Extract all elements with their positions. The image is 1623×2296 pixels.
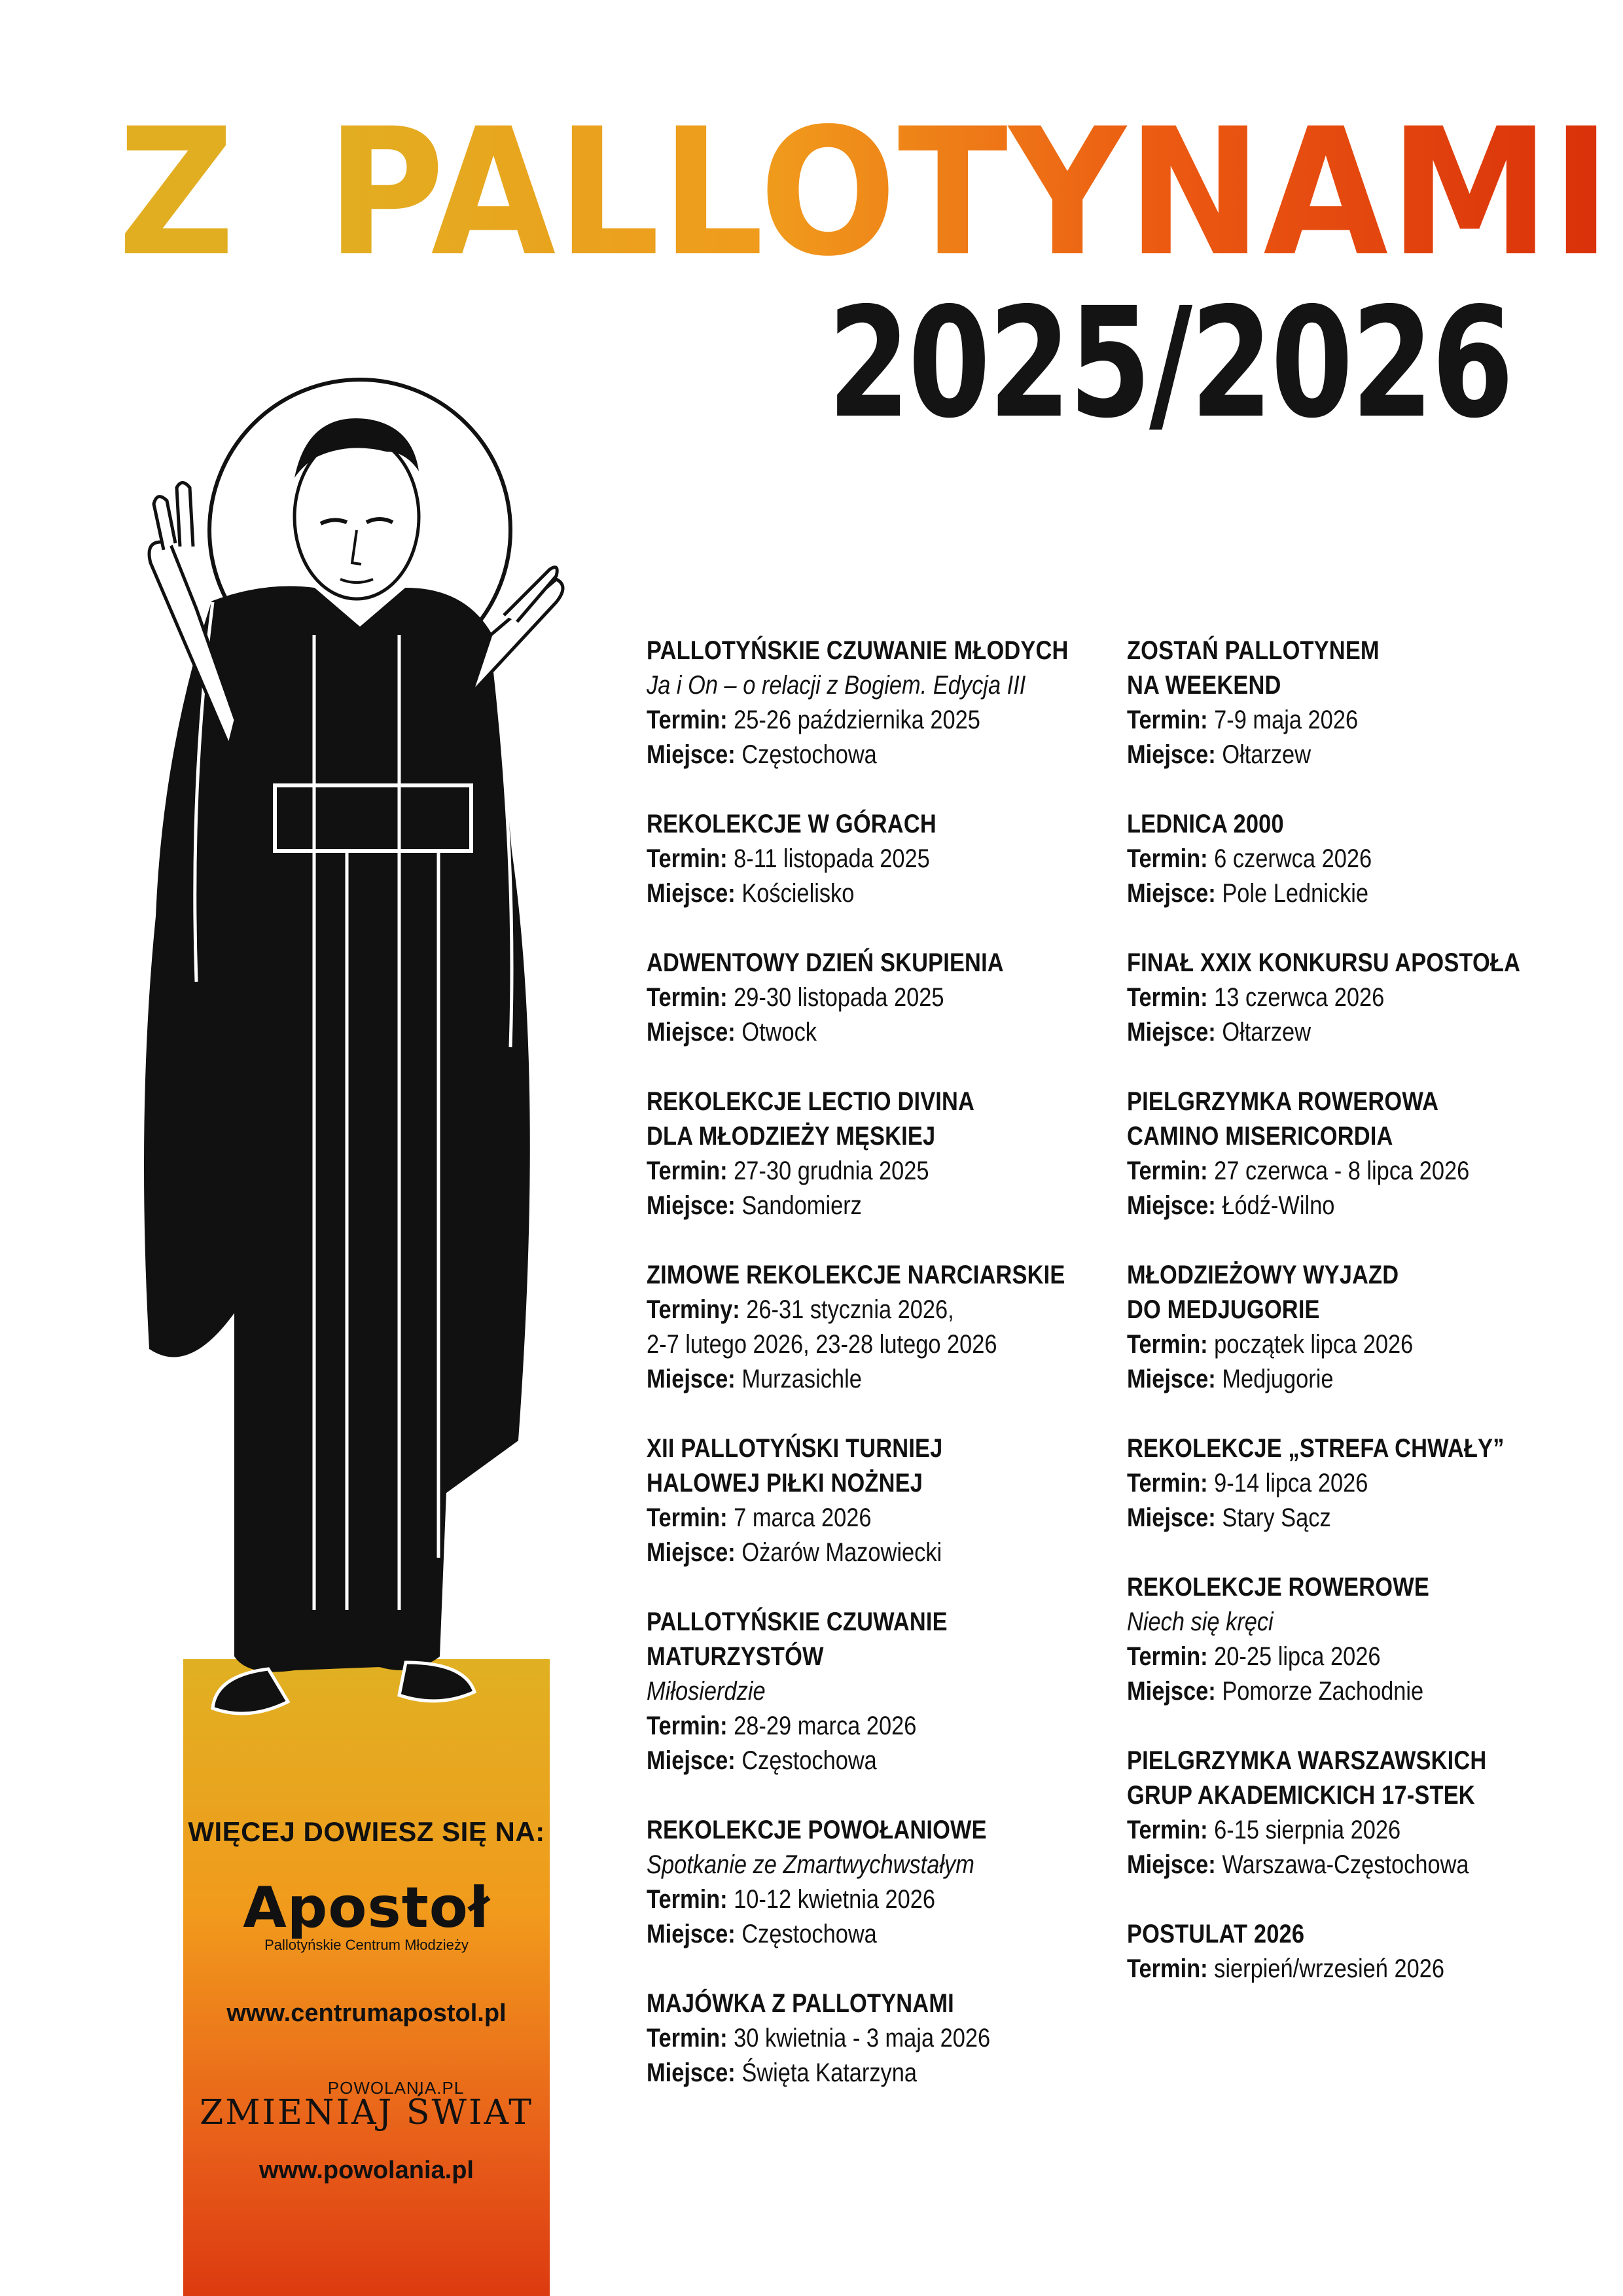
event-item bbox=[647, 1986, 1118, 2090]
event-place: Miejsce: Święta Katarzyna bbox=[647, 2058, 918, 2087]
apostol-logo-subtitle: Pallotyńskie Centrum Młodzieży bbox=[264, 1937, 469, 1953]
events-column-left bbox=[647, 634, 1118, 2125]
event-date-label: Termin: bbox=[647, 1712, 728, 1740]
event-date: Termin: 27-30 grudnia 2025 bbox=[647, 1157, 929, 1185]
event-date-label: Termin: bbox=[647, 2024, 728, 2053]
event-date-label: Termin: bbox=[1127, 1157, 1208, 1185]
event-title: HALOWEJ PIŁKI NOŻNEJ bbox=[647, 1469, 923, 1498]
apostol-link[interactable]: www.centrumapostol.pl bbox=[226, 2000, 507, 2027]
event-item bbox=[647, 946, 1118, 1050]
event-place: Miejsce: Częstochowa bbox=[647, 740, 877, 769]
event-date: Termin: 28-29 marca 2026 bbox=[647, 1712, 917, 1740]
event-title: REKOLEKCJE ROWEROWE bbox=[1127, 1573, 1429, 1602]
event-place: Miejsce: Medjugorie bbox=[1127, 1365, 1334, 1393]
event-place-label: Miejsce: bbox=[1127, 1191, 1216, 1220]
powolania-logo bbox=[183, 2078, 550, 2132]
event-title: PIELGRZYMKA WARSZAWSKICH bbox=[1127, 1746, 1487, 1775]
event-place-label: Miejsce: bbox=[647, 1365, 736, 1393]
event-title: CAMINO MISERICORDIA bbox=[1127, 1122, 1393, 1151]
event-date-label: Termin: bbox=[1127, 1642, 1208, 1671]
event-date-label: Termin: bbox=[1127, 1954, 1208, 1983]
event-title: PALLOTYŃSKIE CZUWANIE MŁODYCH bbox=[647, 636, 1069, 665]
event-place-label: Miejsce: bbox=[647, 1920, 736, 1948]
event-place-label: Miejsce: bbox=[1127, 1018, 1216, 1047]
event-item bbox=[1127, 1431, 1598, 1535]
event-item bbox=[1127, 1570, 1598, 1709]
event-place-label: Miejsce: bbox=[1127, 1850, 1216, 1879]
poster-title bbox=[118, 91, 1613, 295]
event-date-label: Termin: bbox=[647, 706, 728, 734]
event-title: REKOLEKCJE LECTIO DIVINA bbox=[647, 1087, 975, 1116]
event-date-label: Termin: bbox=[647, 1157, 728, 1185]
event-title: ZOSTAŃ PALLOTYNEM bbox=[1127, 636, 1380, 665]
event-date: Termin: sierpień/wrzesień 2026 bbox=[1127, 1954, 1444, 1983]
event-place-label: Miejsce: bbox=[1127, 1677, 1216, 1706]
event-place: Miejsce: Ożarów Mazowiecki bbox=[647, 1538, 942, 1567]
event-item bbox=[647, 1431, 1118, 1570]
title-z: Z bbox=[118, 91, 236, 295]
event-item bbox=[1127, 946, 1598, 1050]
event-date-label: Termin: bbox=[647, 844, 728, 873]
event-place: Miejsce: Otwock bbox=[647, 1018, 817, 1047]
event-place-label: Miejsce: bbox=[1127, 1503, 1216, 1532]
event-place: Miejsce: Ołtarzew bbox=[1127, 740, 1311, 769]
event-place: Miejsce: Warszawa-Częstochowa bbox=[1127, 1850, 1469, 1879]
event-subtitle: Spotkanie ze Zmartwychwstałym bbox=[647, 1850, 974, 1879]
event-title: ZIMOWE REKOLEKCJE NARCIARSKIE bbox=[647, 1261, 1065, 1289]
event-place: Miejsce: Stary Sącz bbox=[1127, 1503, 1331, 1532]
event-place: Miejsce: Łódź-Wilno bbox=[1127, 1191, 1335, 1220]
event-date-label: Termin: bbox=[647, 983, 728, 1012]
event-place: Miejsce: Ołtarzew bbox=[1127, 1018, 1311, 1047]
event-title: LEDNICA 2000 bbox=[1127, 810, 1284, 838]
event-title: NA WEEKEND bbox=[1127, 671, 1281, 700]
event-title: GRUP AKADEMICKICH 17-STEK bbox=[1127, 1781, 1475, 1810]
apostol-logo-text: Apostoł bbox=[243, 1875, 490, 1941]
event-dates-cont: 2-7 lutego 2026, 23-28 lutego 2026 bbox=[647, 1330, 997, 1359]
powolania-logo-small: POWOLANIA.PL bbox=[327, 2078, 465, 2098]
event-date-label: Termin: bbox=[647, 1885, 728, 1914]
event-date-label: Termin: bbox=[1127, 983, 1208, 1012]
event-dates: Terminy: 26-31 stycznia 2026, bbox=[647, 1295, 954, 1324]
event-subtitle: Miłosierdzie bbox=[647, 1677, 766, 1706]
event-place-label: Miejsce: bbox=[647, 879, 736, 908]
event-title: PALLOTYŃSKIE CZUWANIE bbox=[647, 1607, 948, 1636]
event-title: REKOLEKCJE W GÓRACH bbox=[647, 810, 936, 838]
event-title: FINAŁ XXIX KONKURSU APOSTOŁA bbox=[1127, 948, 1521, 977]
event-date: Termin: 6-15 sierpnia 2026 bbox=[1127, 1816, 1401, 1844]
apostol-logo bbox=[183, 1875, 550, 1954]
event-date: Termin: 7 marca 2026 bbox=[647, 1503, 872, 1532]
event-date-label: Termin: bbox=[1127, 844, 1208, 873]
event-item bbox=[1127, 1917, 1598, 1986]
event-dates-label: Terminy: bbox=[647, 1295, 740, 1324]
event-place: Miejsce: Pomorze Zachodnie bbox=[1127, 1677, 1424, 1706]
event-item bbox=[647, 807, 1118, 911]
event-place-label: Miejsce: bbox=[647, 2058, 736, 2087]
more-info-heading: WIĘCEJ DOWIESZ SIĘ NA: bbox=[188, 1816, 545, 1847]
event-place-label: Miejsce: bbox=[1127, 1365, 1216, 1393]
event-title: XII PALLOTYŃSKI TURNIEJ bbox=[647, 1434, 943, 1463]
event-place: Miejsce: Sandomierz bbox=[647, 1191, 862, 1220]
event-place: Miejsce: Pole Lednickie bbox=[1127, 879, 1369, 908]
event-title: DO MEDJUGORIE bbox=[1127, 1295, 1320, 1324]
events-column-right bbox=[1127, 634, 1598, 2021]
event-item bbox=[647, 1605, 1118, 1778]
event-date: Termin: 10-12 kwietnia 2026 bbox=[647, 1885, 936, 1914]
event-date: Termin: 20-25 lipca 2026 bbox=[1127, 1642, 1381, 1671]
poster-years: 2025/2026 bbox=[827, 275, 1512, 452]
event-item bbox=[647, 1813, 1118, 1952]
event-date: Termin: 13 czerwca 2026 bbox=[1127, 983, 1385, 1012]
event-date: Termin: 7-9 maja 2026 bbox=[1127, 706, 1359, 734]
event-date: Termin: 29-30 listopada 2025 bbox=[647, 983, 944, 1012]
event-place: Miejsce: Częstochowa bbox=[647, 1920, 877, 1948]
event-title: PIELGRZYMKA ROWEROWA bbox=[1127, 1087, 1439, 1116]
event-place-label: Miejsce: bbox=[1127, 879, 1216, 908]
event-subtitle: Ja i On – o relacji z Bogiem. Edycja III bbox=[647, 671, 1026, 700]
event-item bbox=[1127, 1258, 1598, 1397]
event-date-label: Termin: bbox=[647, 1503, 728, 1532]
event-date-label: Termin: bbox=[1127, 1330, 1208, 1359]
event-item bbox=[647, 1258, 1118, 1397]
event-date: Termin: 9-14 lipca 2026 bbox=[1127, 1469, 1368, 1498]
event-date: Termin: 8-11 listopada 2025 bbox=[647, 844, 930, 873]
event-title: POSTULAT 2026 bbox=[1127, 1920, 1305, 1948]
event-place: Miejsce: Częstochowa bbox=[647, 1746, 877, 1775]
event-title: ADWENTOWY DZIEŃ SKUPIENIA bbox=[647, 948, 1004, 977]
event-place: Miejsce: Murzasichle bbox=[647, 1365, 862, 1393]
event-item bbox=[1127, 807, 1598, 911]
event-item bbox=[1127, 1744, 1598, 1882]
event-place-label: Miejsce: bbox=[647, 1538, 736, 1567]
event-place-label: Miejsce: bbox=[1127, 740, 1216, 769]
event-place-label: Miejsce: bbox=[647, 740, 736, 769]
event-place-label: Miejsce: bbox=[647, 1018, 736, 1047]
event-place-label: Miejsce: bbox=[647, 1746, 736, 1775]
event-title: REKOLEKCJE POWOŁANIOWE bbox=[647, 1816, 987, 1844]
event-title: MAJÓWKA Z PALLOTYNAMI bbox=[647, 1989, 954, 2018]
saint-illustration bbox=[98, 327, 569, 1793]
event-title: MATURZYSTÓW bbox=[647, 1642, 824, 1671]
event-date: Termin: początek lipca 2026 bbox=[1127, 1330, 1414, 1359]
event-date-label: Termin: bbox=[1127, 1816, 1208, 1844]
event-item bbox=[647, 634, 1118, 772]
event-item bbox=[1127, 634, 1598, 772]
event-title: DLA MŁODZIEŻY MĘSKIEJ bbox=[647, 1122, 936, 1151]
title-pallotynami: PALLOTYNAMI bbox=[326, 91, 1613, 295]
event-place-label: Miejsce: bbox=[647, 1191, 736, 1220]
event-date: Termin: 27 czerwca - 8 lipca 2026 bbox=[1127, 1157, 1470, 1185]
event-item bbox=[1127, 1085, 1598, 1223]
event-date-label: Termin: bbox=[1127, 706, 1208, 734]
event-subtitle: Niech się kręci bbox=[1127, 1607, 1274, 1636]
event-place: Miejsce: Kościelisko bbox=[647, 879, 855, 908]
event-item bbox=[647, 1085, 1118, 1223]
event-date: Termin: 6 czerwca 2026 bbox=[1127, 844, 1372, 873]
event-date: Termin: 25-26 października 2025 bbox=[647, 706, 980, 734]
powolania-logo-big: ZMIENIAJ ŚWIAT bbox=[200, 2093, 533, 2132]
event-title: MŁODZIEŻOWY WYJAZD bbox=[1127, 1261, 1399, 1289]
event-title: REKOLEKCJE „STREFA CHWAŁY” bbox=[1127, 1434, 1505, 1463]
powolania-link[interactable]: www.powolania.pl bbox=[259, 2157, 474, 2184]
event-date: Termin: 30 kwietnia - 3 maja 2026 bbox=[647, 2024, 991, 2053]
event-date-label: Termin: bbox=[1127, 1469, 1208, 1498]
